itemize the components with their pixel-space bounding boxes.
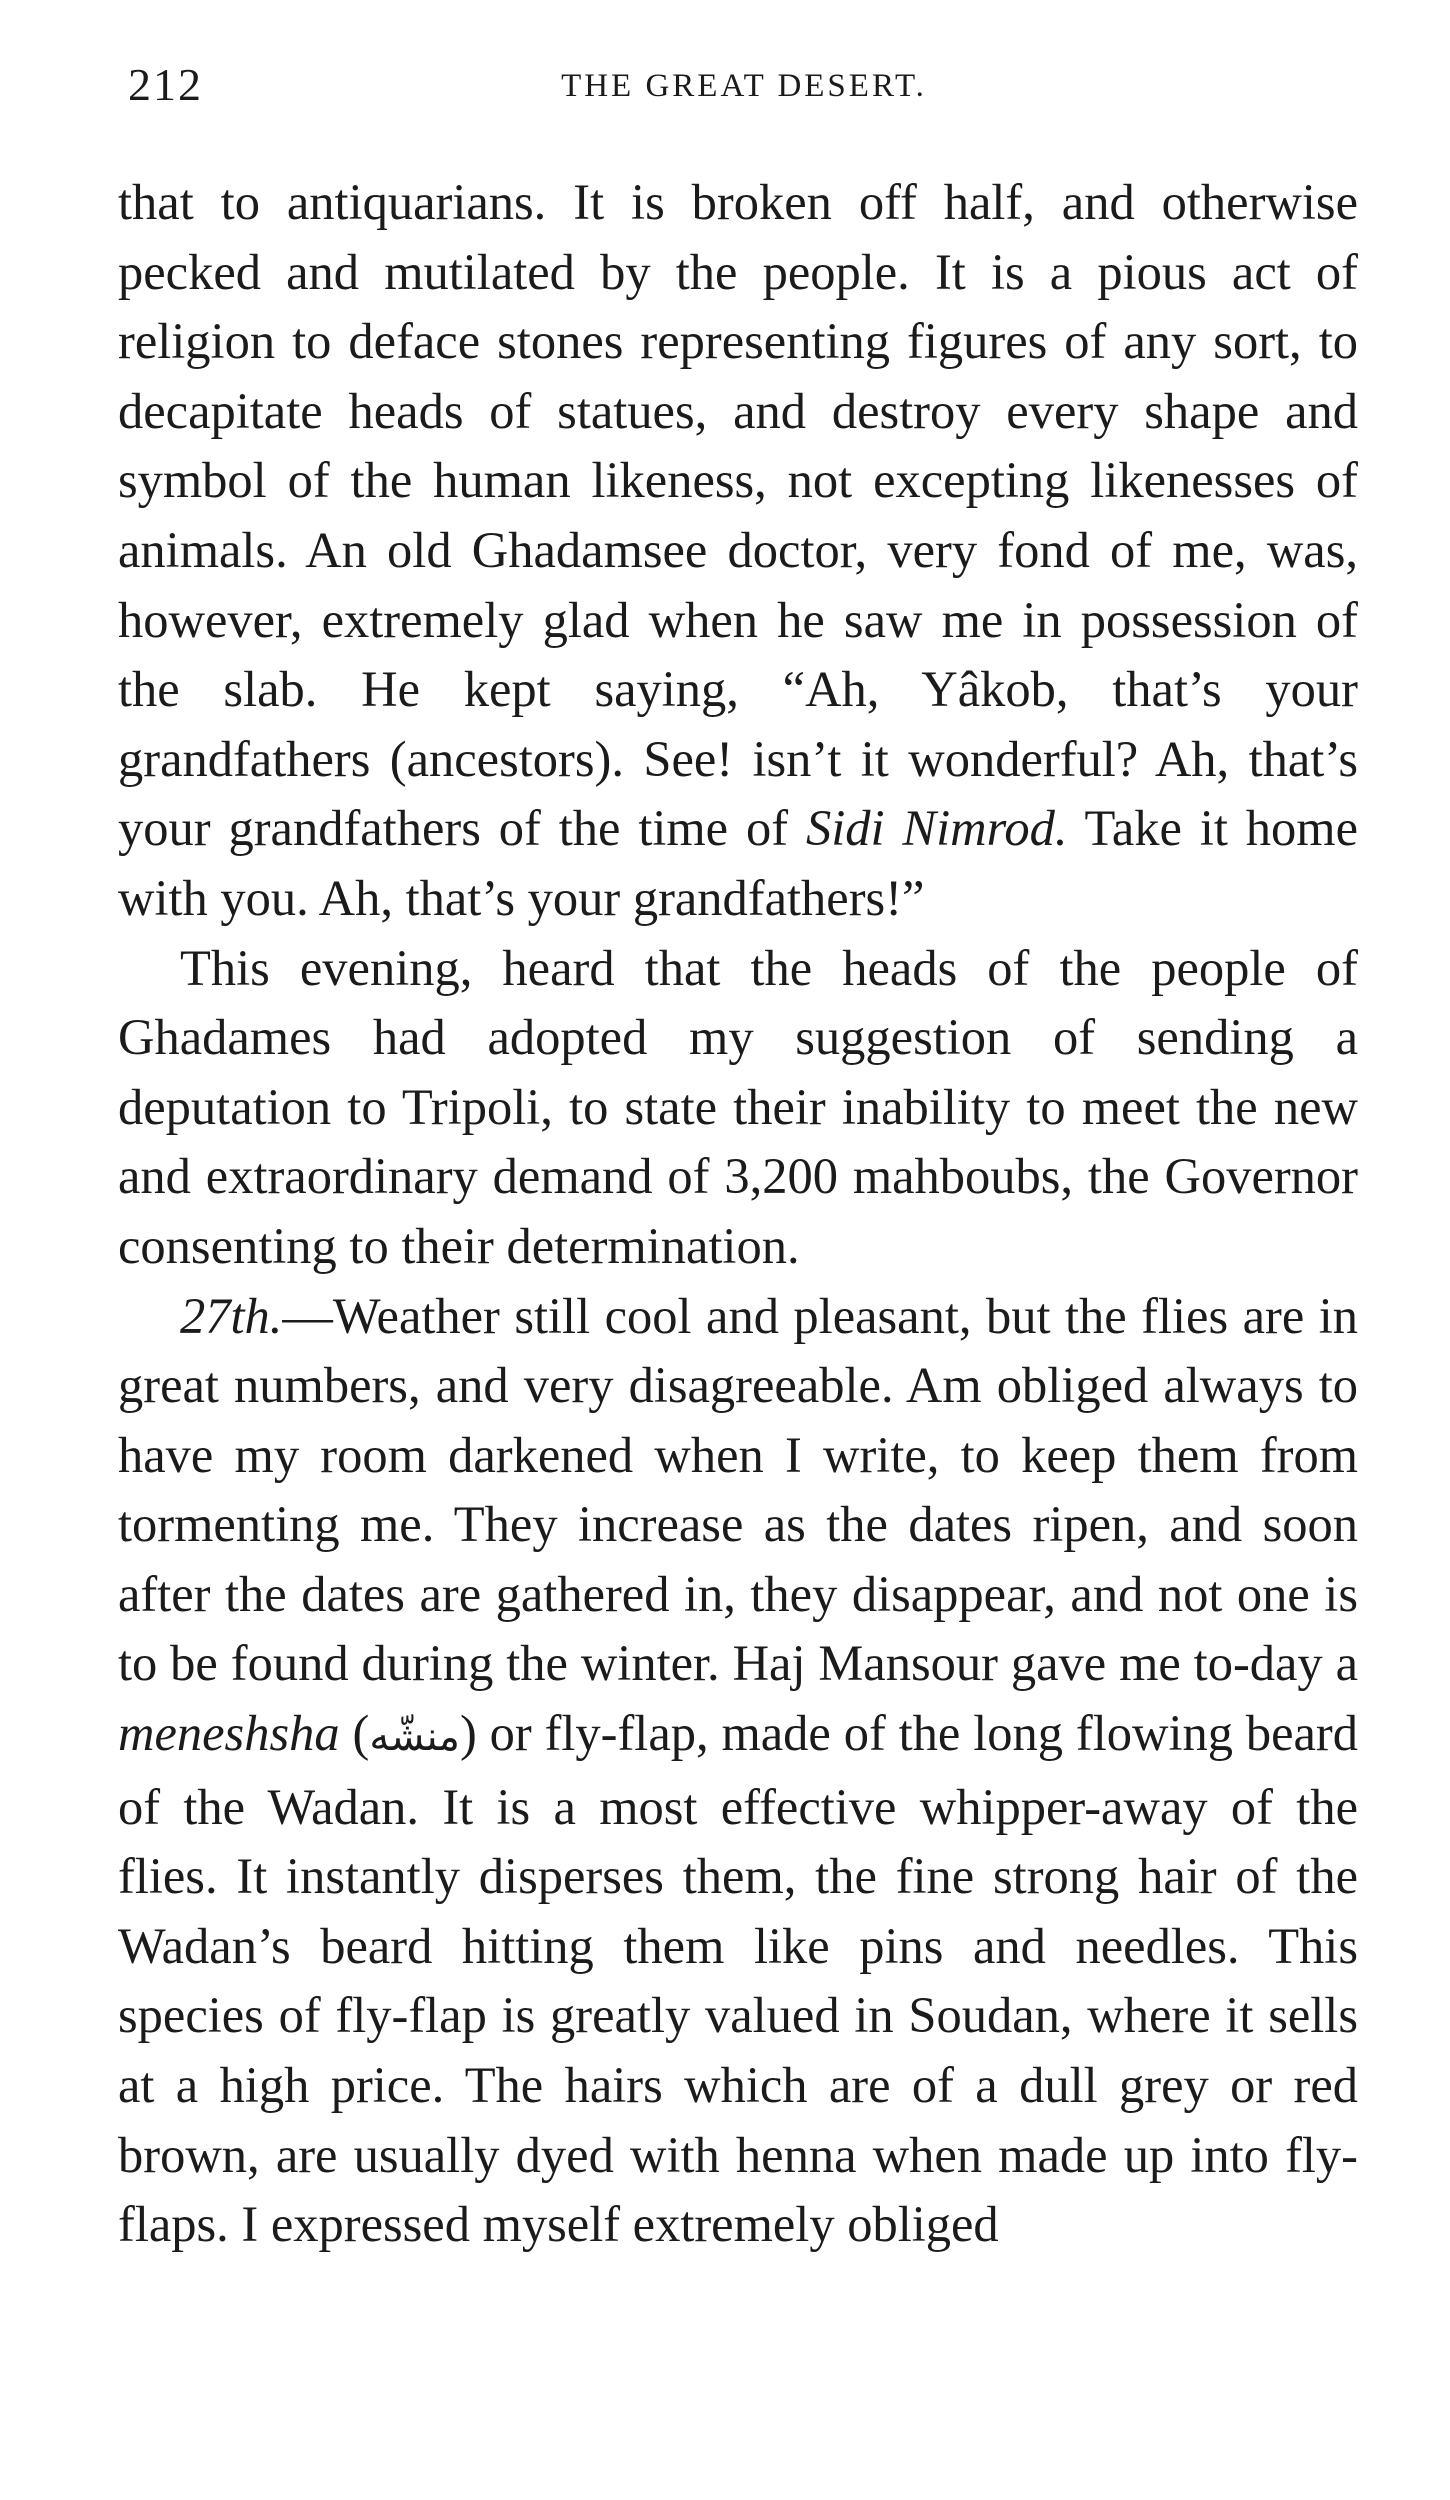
paragraph-3 [118,1282,1358,2260]
body-text [118,168,1358,2260]
italic-run: Sidi Nimrod. [805,800,1068,857]
paragraph-2 [118,934,1358,1282]
text-run: Take it home with you. Ah, that’s your grandfathers!” [118,800,1358,926]
italic-run: meneshsha [118,1705,340,1762]
arabic-word: منشّه [369,1714,460,1761]
text-run: This evening, heard that the heads of the people of Ghadames had adopted my suggestion of sending a deputation to Tripoli, to state their inability to meet the new and extraordinary demand of 3,200 mahboubs, the Governor consenting to their determination. [118,939,1358,1274]
text-run: that to antiquarians. It is broken off half, and otherwise pecked and mutilated by the people. It is a pious act of religion to deface stones representing figures of any sort, to decapitate heads of statues, and destroy every shape and symbol of the human likeness, not excepting likenesses of animals. An old Ghadamsee doctor, very fond of me, was, however, extremely glad when he saw me in possession of the slab. He kept saying, “Ah, Yâkob, that’s your grandfathers (ancestors). See! isn’t it wonderful? Ah, that’s your grandfathers of the time of [118,174,1358,857]
page-header [128,58,1360,108]
paragraph-1 [118,168,1358,934]
running-title: THE GREAT DESERT. [561,68,927,104]
page-number: 212 [128,59,203,110]
text-run: —Weather still cool and pleasant, but the flies are in great numbers, and very disagreeable. Am obliged always to have my room darkened when I write, to keep them from tormenting me. They increase as the dates ripen, and soon after the dates are gathered in, they disappear, and not one is to be found during the winter. Haj Mansour gave me to-day a [118,1287,1358,1692]
date-italic: 27th. [180,1287,283,1344]
text-run: ) or fly-flap, made of the long flowing beard of the Wadan. It is a most effective whipper-away of the flies. It instantly disperses them, the fine strong hair of the Wadan’s beard hitting them like pins and needles. This species of fly-flap is greatly valued in Soudan, where it sells at a high price. The hairs which are of a dull grey or red brown, are usually dyed with henna when made up into fly-flaps. I expressed myself extremely obliged [118,1705,1358,2253]
text-run: ( [339,1705,370,1762]
